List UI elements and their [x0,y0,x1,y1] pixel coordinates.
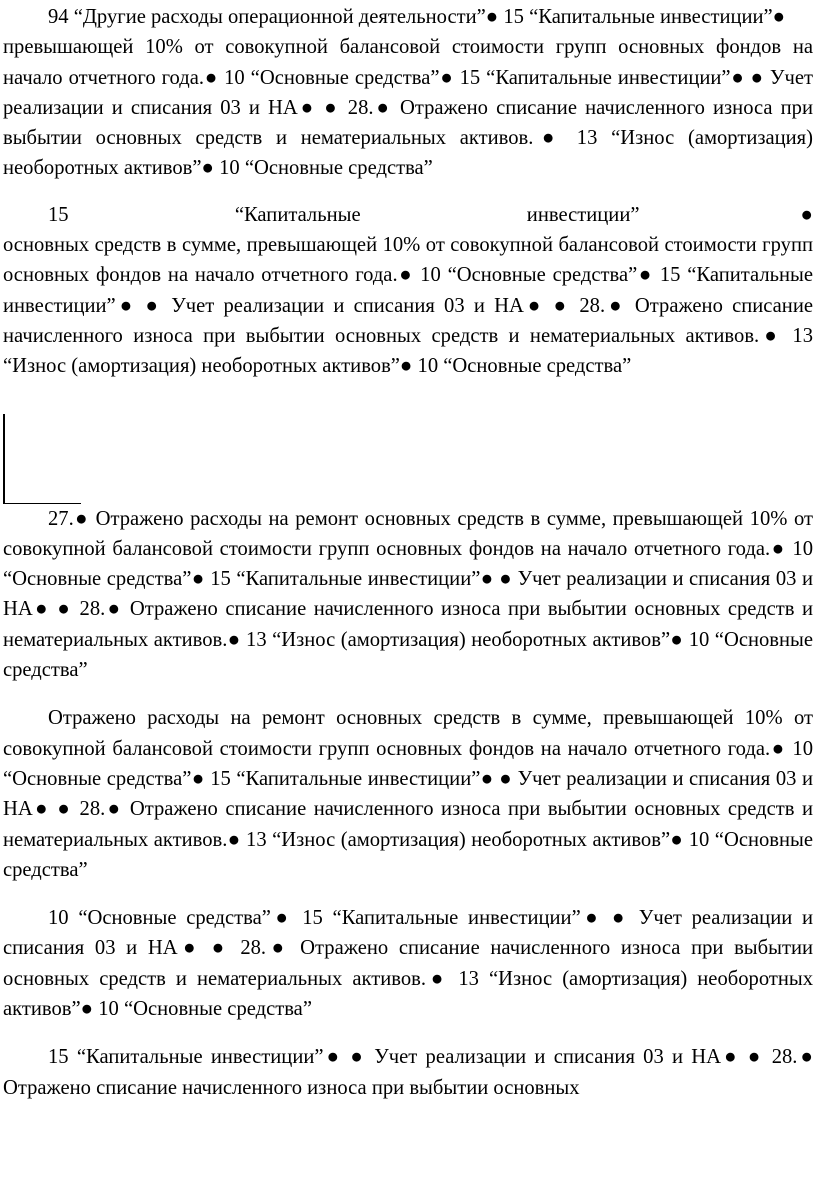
bracket-vertical-line [3,414,5,504]
bracket-horizontal-line [3,503,81,505]
corner-bracket-mark [3,382,813,504]
paragraph-account-10: 10 “Основные средства”● 15 “Капитальные инвестиции”● ● Учет реализации и списания 03 и НА● ● 28.● Отражено списание начисленного износа при выбытии основных средств и нематериальных активов.● 13 “Износ (амортизация) необоротных активов”● 10 “Основные средства” [3,907,813,1021]
paragraph-excess-10-percent: превышающей 10% от совокупной балансовой стоимости групп основных фондов на начало отчетного года.● 10 “Основные средства”● 15 “Капитальные инвестиции”● ● Учет реализации и списания 03 и НА● ● 28.● Отражено списание начисленного износа при выбытии основных средств и нематериальных активов.● 13 “Износ (амортизация) необоротных активов”● 10 “Основные средства” [3,36,813,180]
paragraph-fixed-assets-sum: основных средств в сумме, превышающей 10% от совокупной балансовой стоимости групп основных фондов на начало отчетного года.● 10 “Основные средства”● 15 “Капитальные инвестиции”● ● Учет реализации и списания 03 и НА● ● 28.● Отражено списание начисленного износа при выбытии основных средств и нематериальных активов.● 13 “Износ (амортизация) необоротных активов”● 10 “Основные средства” [3,234,813,378]
paragraph-repair-expenses: Отражено расходы на ремонт основных средств в сумме, превышающей 10% от совокупной балансовой стоимости групп основных фондов на начало отчетного года.● 10 “Основные средства”● 15 “Капитальные инвестиции”● ● Учет реализации и списания 03 и НА● ● 28.● Отражено списание начисленного износа при выбытии основных средств и нематериальных активов.● 13 “Износ (амортизация) необоротных активов”● 10 “Основные средства” [3,707,813,881]
paragraph-account-15: 15 “Капитальные инвестиции”● ● Учет реализации и списания 03 и НА● ● 28.● Отражено списание начисленного износа при выбытии основных [3,1046,813,1099]
paragraph-entry-27-repair: 27.● Отражено расходы на ремонт основных средств в сумме, превышающей 10% от совокупной балансовой стоимости групп основных фондов на начало отчетного года.● 10 “Основные средства”● 15 “Капитальные инвестиции”● ● Учет реализации и списания 03 и НА● ● 28.● Отражено списание начисленного износа при выбытии основных средств и нематериальных активов.● 13 “Износ (амортизация) необоротных активов”● 10 “Основные средства” [3,507,813,682]
paragraph-accounts-94-15: 94 “Другие расходы операционной деятельности”● 15 “Капитальные инвестиции”● [48,6,786,28]
paragraph-capital-investments-heading: 15 “Капитальные инвестиции”● [48,203,813,226]
